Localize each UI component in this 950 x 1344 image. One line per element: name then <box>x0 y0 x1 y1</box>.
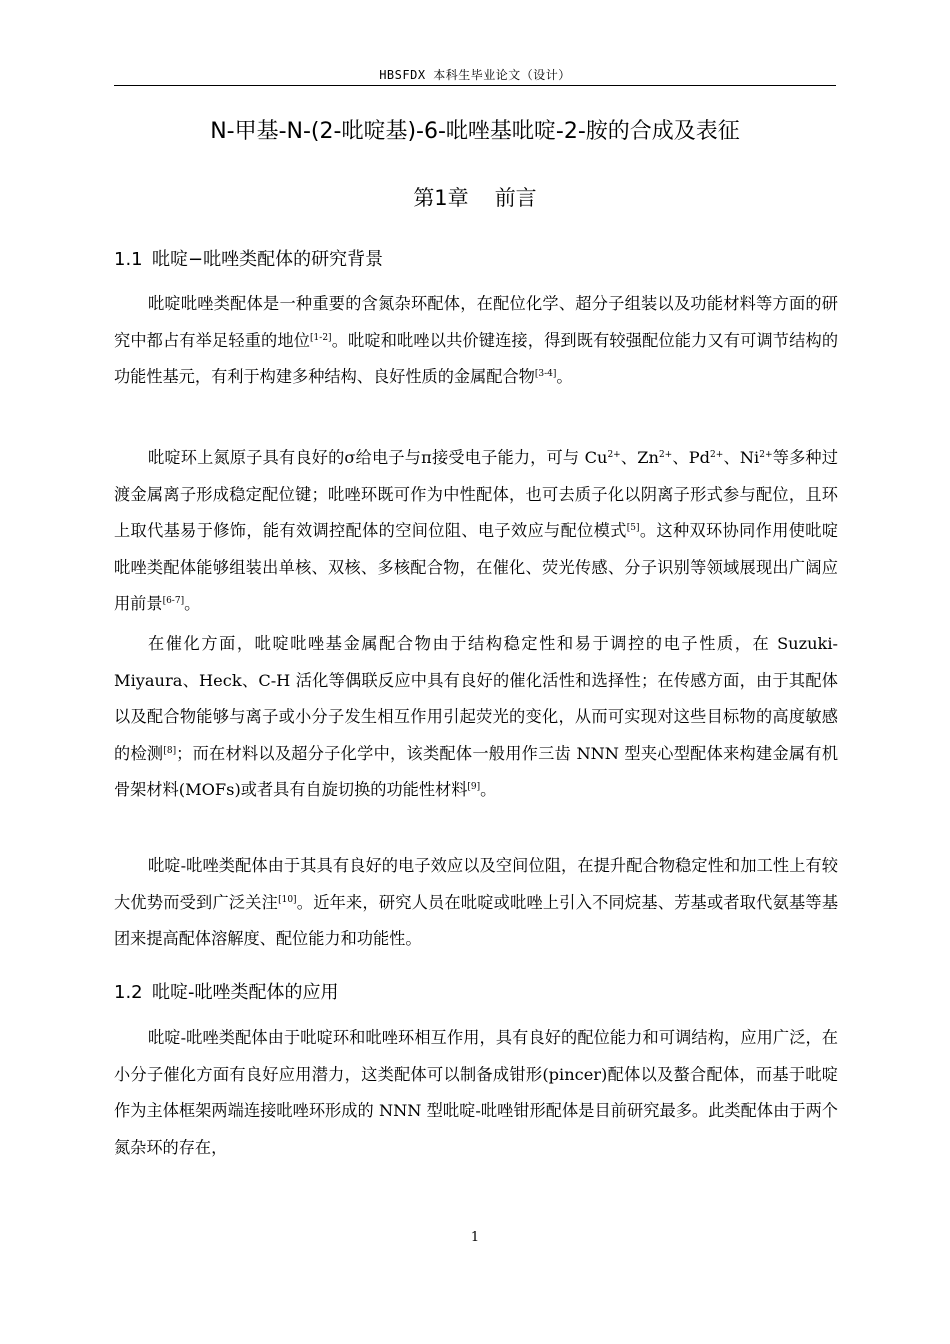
chapter-name: 前言 <box>494 186 537 210</box>
paragraph-5: 吡啶-吡唑类配体由于吡啶环和吡唑环相互作用，具有良好的配位能力和可调结构，应用广泛，在小分子催化方面有良好应用潜力，这类配体可以制备成钳形(pincer)配体以及螯合配体，而基于吡啶作为主体框架两端连接吡唑环形成的 NNN 型吡啶-吡唑钳形配体是目前研究最多。此类配体由于两个氮杂环的存在， <box>114 1028 838 1157</box>
section-heading-1-2 <box>114 978 339 1004</box>
section-title: 吡啶−吡唑类配体的研究背景 <box>152 249 384 270</box>
chapter-number: 第1章 <box>413 186 469 210</box>
paragraph-4: 吡啶-吡唑类配体由于其具有良好的电子效应以及空间位阻，在提升配合物稳定性和加工性上有较大优势而受到广泛关注[10]。近年来，研究人员在吡啶或吡唑上引入不同烷基、芳基或者取代氨基等基团来提高配体溶解度、配位能力和功能性。 <box>114 856 839 949</box>
citation: [9] <box>467 782 481 793</box>
citation: [5] <box>626 523 640 534</box>
thesis-title: N-甲基-N-(2-吡啶基)-6-吡唑基吡啶-2-胺的合成及表征 <box>210 119 740 144</box>
paragraph-1: 吡啶吡唑类配体是一种重要的含氮杂环配体，在配位化学、超分子组装以及功能材料等方面的研究中都占有举足轻重的地位[1-2]。吡啶和吡唑以共价键连接，得到既有较强配位能力又有可调节结构的功能性基元，有利于构建多种结构、良好性质的金属配合物[3-4]。 <box>114 294 839 387</box>
section-number: 1.1 <box>114 249 143 270</box>
header-rule <box>114 85 836 86</box>
running-header: HBSFDX 本科生毕业论文（设计） <box>379 68 571 82</box>
chapter-heading <box>114 182 836 212</box>
section-title: 吡啶-吡唑类配体的应用 <box>152 982 339 1003</box>
citation: [10] <box>278 894 297 905</box>
citation: [6-7] <box>162 596 185 607</box>
paragraph-2: 吡啶环上氮原子具有良好的σ给电子与π接受电子能力，可与 $Cu^{2+}$、$Zn^{2+}$、$Pd^{2+}$、$Ni^{2+}$等多种过渡金属离子形成稳定配位键；吡唑环既可作为中性配体，也可去质子化以阴离子形式参与配位，且环上取代基易于修饰，能有效调控配体的空间位阻、电子效应与配位模式[5]。这种双环协同作用使吡啶吡唑类配体能够组装出单核、双核、多核配合物，在催化、荧光传感、分子识别等领域展现出广阔应用前景[6-7]。 <box>114 448 839 614</box>
paragraph-3: 在催化方面，吡啶吡唑基金属配合物由于结构稳定性和易于调控的电子性质，在 Suzuki-Miyaura、Heck、C-H 活化等偶联反应中具有良好的催化活性和选择性；在传感方面，由于其配体以及配合物能够与离子或小分子发生相互作用引起荧光的变化，从而可实现对这些目标物的高度敏感的检测[8]；而在材料以及超分子化学中，该类配体一般用作三齿 NNN 型夹心型配体来构建金属有机骨架材料(MOFs)或者具有自旋切换的功能性材料[9]。 <box>114 634 839 800</box>
section-number: 1.2 <box>114 982 143 1003</box>
citation: [8] <box>163 745 177 756</box>
page-number: 1 <box>470 1230 480 1245</box>
citation: [1-2] <box>310 332 332 343</box>
section-heading-1-1 <box>114 245 383 271</box>
citation: [3-4] <box>534 369 557 380</box>
